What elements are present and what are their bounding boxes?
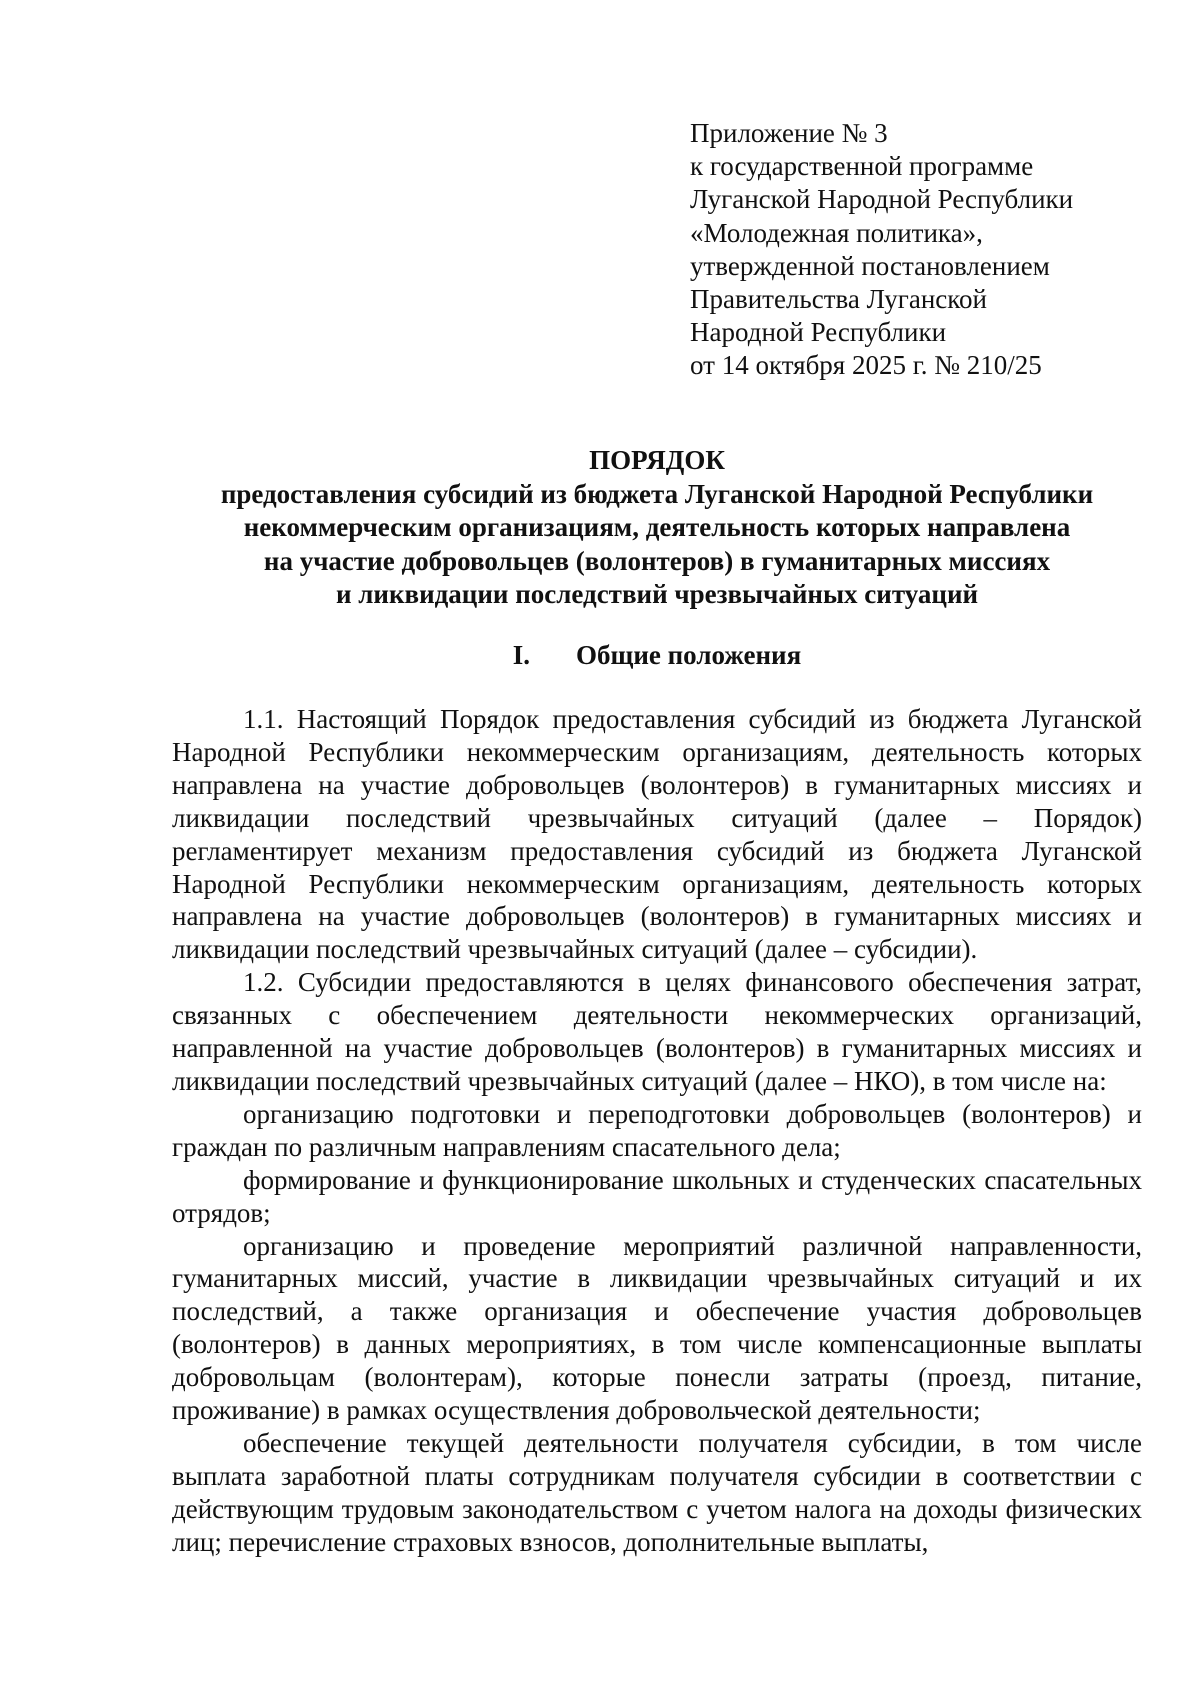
appendix-line: к государственной программе (690, 151, 1034, 182)
document-subtitle-line: некоммерческим организациям, деятельность которых направлена (243, 512, 1071, 543)
paragraph: организацию и проведение мероприятий различной направленности, гуманитарных миссий, участие в ликвидации чрезвычайных ситуаций и их последствий, а также организация и обеспечение участия добровольцев (волонтеров) в данных мероприятиях, в том числе компенсационные выплаты добровольцам (волонтерам), которые понесли затраты (проезд, питание, проживание) в рамках осуществления добровольческой деятельности; (172, 1230, 1142, 1426)
section-number: I. (512, 640, 531, 670)
appendix-line: от 14 октября 2025 г. № 210/25 (690, 350, 1042, 381)
document-heading (172, 444, 1142, 612)
paragraph: формирование и функционирование школьных и студенческих спасательных отрядов; (172, 1164, 1142, 1228)
document-subtitle-line: предоставления субсидий из бюджета Луганской Народной Республики (220, 478, 1094, 509)
paragraph: обеспечение текущей деятельности получателя субсидии, в том числе выплата заработной платы сотрудникам получателя субсидии в соответствии с действующим трудовым законодательством с учетом налога на доходы физических лиц; перечисление страховых взносов, дополнительные выплаты, (172, 1427, 1142, 1557)
section-title: Общие положения (576, 640, 802, 670)
paragraph: 1.2. Субсидии предоставляются в целях финансового обеспечения затрат, связанных с обеспечением деятельности некоммерческих организаций, направленной на участие добровольцев (волонтеров) в гуманитарных миссиях и ликвидации последствий чрезвычайных ситуаций (далее – НКО), в том числе на: (172, 967, 1142, 1096)
paragraph: 1.1. Настоящий Порядок предоставления субсидий из бюджета Луганской Народной Республики некоммерческим организациям, деятельность которых направлена на участие добровольцев (волонтеров) в гуманитарных миссиях и ликвидации последствий чрезвычайных ситуаций (далее – Порядок) регламентирует механизм предоставления субсидий из бюджета Луганской Народной Республики некоммерческим организациям, деятельность которых направлена на участие добровольцев (волонтеров) в гуманитарных миссиях и ликвидации последствий чрезвычайных ситуаций (далее – субсидии). (172, 704, 1142, 965)
appendix-block (690, 117, 1160, 383)
appendix-line: Народной Республики (690, 317, 947, 348)
document-title: ПОРЯДОК (589, 445, 725, 475)
appendix-line: «Молодежная политика», (690, 217, 983, 248)
document-subtitle-line: на участие добровольцев (волонтеров) в гуманитарных миссиях (263, 545, 1051, 576)
appendix-line: утвержденной постановлением (690, 250, 1050, 281)
paragraph: организацию подготовки и переподготовки добровольцев (волонтеров) и граждан по различным направлениям спасательного дела; (172, 1098, 1142, 1162)
section-heading (172, 638, 1142, 672)
appendix-line: Приложение № 3 (690, 118, 888, 148)
document-body (172, 703, 1142, 1559)
document-subtitle-line: и ликвидации последствий чрезвычайных ситуаций (335, 579, 979, 610)
appendix-line: Правительства Луганской (690, 284, 987, 315)
appendix-line: Луганской Народной Республики (690, 184, 1074, 215)
